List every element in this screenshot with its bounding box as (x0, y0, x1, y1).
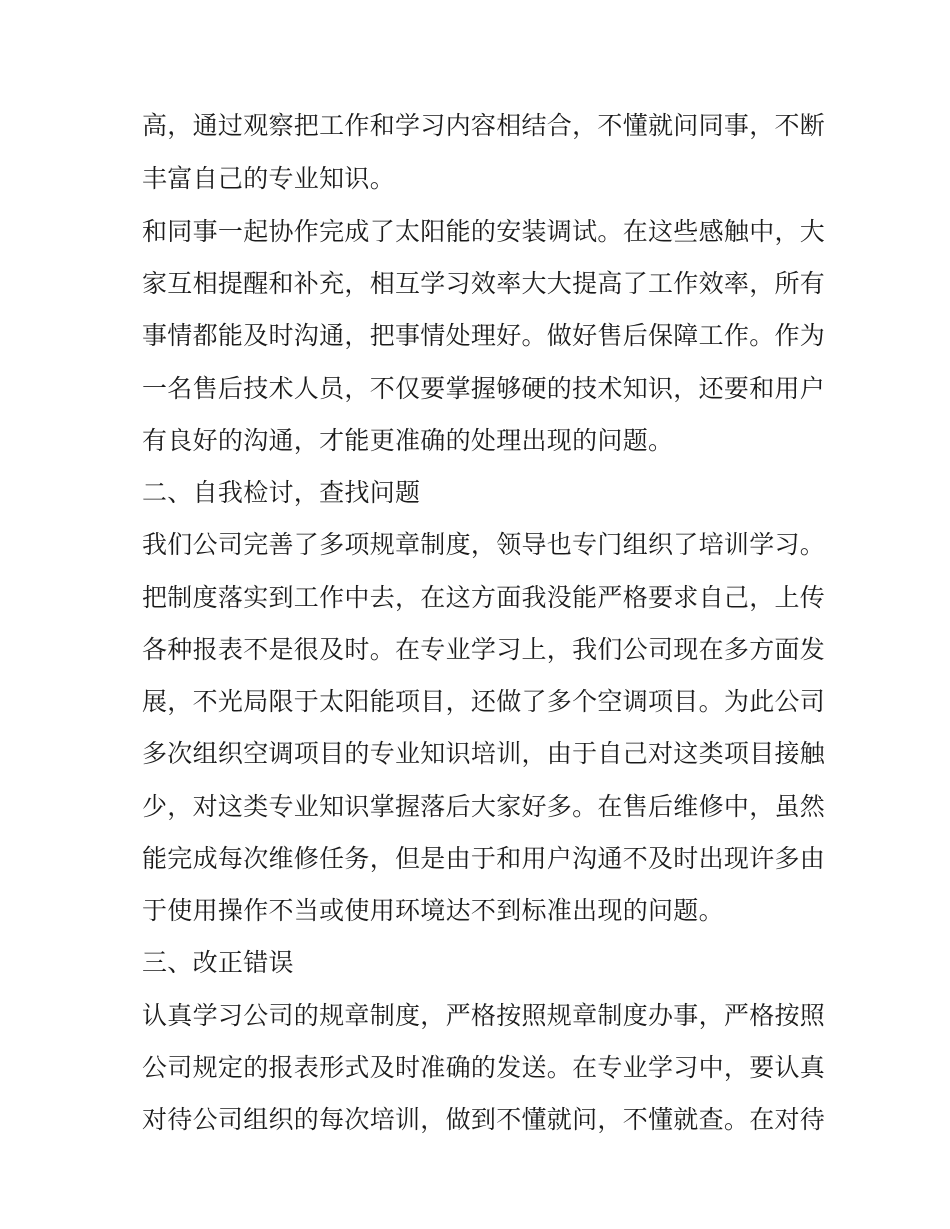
text-line: 家互相提醒和补充，相互学习效率大大提高了工作效率，所有 (142, 269, 826, 298)
text-line: 把制度落实到工作中去，在这方面我没能严格要求自己，上传 (142, 583, 826, 612)
section-heading: 二、自我检讨，查找问题 (142, 478, 421, 507)
text-line: 少，对这类专业知识掌握落后大家好多。在售后维修中，虽然 (142, 792, 826, 821)
text-line: 多次组织空调项目的专业知识培训，由于自己对这类项目接触 (142, 739, 826, 768)
text-line: 高，通过观察把工作和学习内容相结合，不懂就问同事，不断 (142, 111, 826, 140)
text-line: 丰富自己的专业知识。 (142, 164, 396, 193)
text-line: 公司规定的报表形式及时准确的发送。在专业学习中，要认真 (142, 1053, 826, 1082)
text-line: 于使用操作不当或使用环境达不到标准出现的问题。 (142, 896, 724, 925)
text-line: 认真学习公司的规章制度，严格按照规章制度办事，严格按照 (142, 1001, 826, 1030)
text-line: 和同事一起协作完成了太阳能的安装调试。在这些感触中，大 (142, 217, 826, 246)
text-line: 有良好的沟通，才能更准确的处理出现的问题。 (142, 426, 674, 455)
text-line: 事情都能及时沟通，把事情处理好。做好售后保障工作。作为 (142, 321, 826, 350)
text-line: 一名售后技术人员，不仅要掌握够硬的技术知识，还要和用户 (142, 374, 826, 403)
text-line: 对待公司组织的每次培训，做到不懂就问，不懂就查。在对待 (142, 1105, 826, 1134)
text-line: 展，不光局限于太阳能项目，还做了多个空调项目。为此公司 (142, 687, 826, 716)
text-line: 能完成每次维修任务，但是由于和用户沟通不及时出现许多由 (142, 844, 826, 873)
text-line: 各种报表不是很及时。在专业学习上，我们公司现在多方面发 (142, 635, 826, 664)
section-heading: 三、改正错误 (142, 948, 294, 977)
text-line: 我们公司完善了多项规章制度，领导也专门组织了培训学习。 (142, 530, 826, 559)
